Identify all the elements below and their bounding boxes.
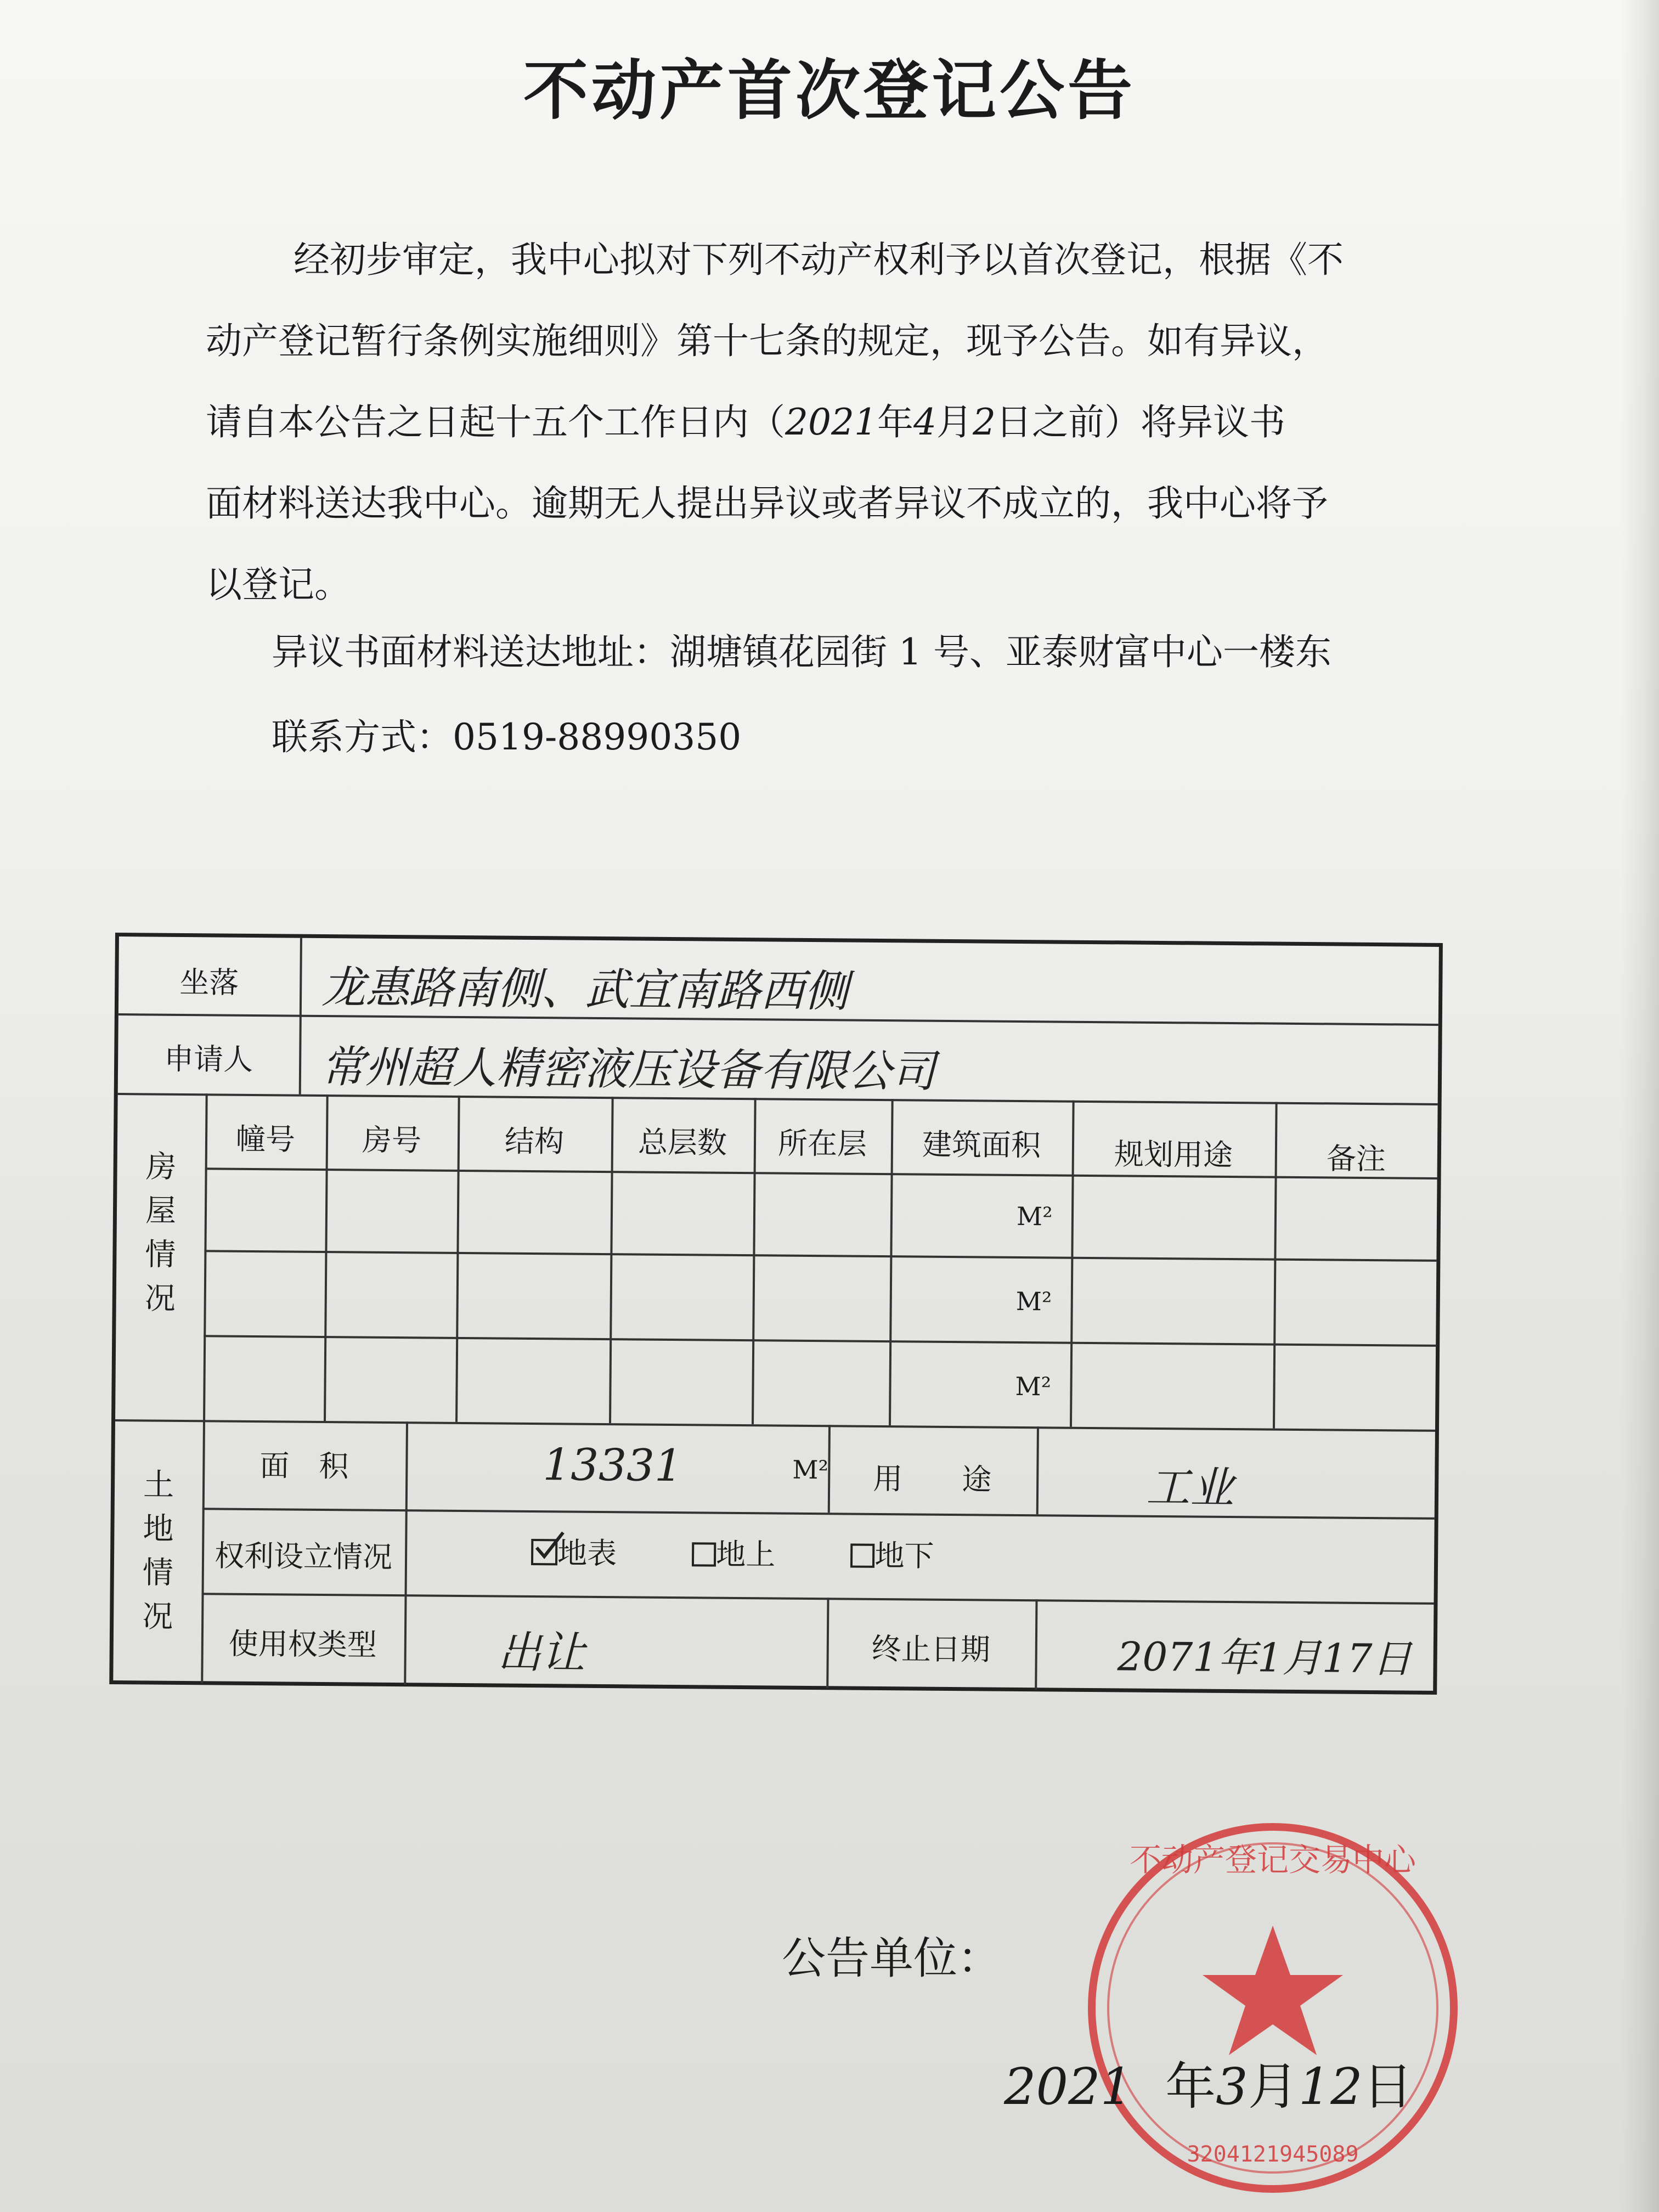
issuing-unit-label: 公告单位：	[782, 1933, 1001, 1984]
area-unit: M²	[1015, 1286, 1052, 1317]
paragraph-line: 以登记。	[206, 563, 351, 606]
end-date-value: 2071年1月17日	[1117, 1633, 1412, 1682]
use-type-label: 使用权类型	[228, 1626, 377, 1662]
land-area-unit: M²	[792, 1454, 829, 1485]
empty-box-icon	[850, 1544, 874, 1568]
checkbox-surface[interactable]: 地表	[531, 1536, 627, 1571]
checked-box-icon	[531, 1539, 557, 1565]
handwritten-month: 4	[913, 401, 936, 443]
paragraph-line: 请自本公告之日起十五个工作日内（2021年4月2日之前）将异议书	[206, 401, 1285, 443]
official-seal	[1075, 1810, 1470, 2205]
area-unit: M²	[1016, 1201, 1053, 1232]
checkbox-above-ground[interactable]: 地上	[692, 1537, 785, 1572]
svg-text:不动产登记交易中心: 不动产登记交易中心	[1129, 1841, 1417, 1878]
col-header-building-no: 幢号	[235, 1121, 296, 1157]
issue-date: 2021 年3月12日	[1004, 2057, 1413, 2116]
handwritten-year: 2021	[785, 401, 877, 443]
paragraph-line: 面材料送达我中心。逾期无人提出异议或者异议不成立的，我中心将予	[206, 482, 1328, 524]
page-title: 不动产首次登记公告	[523, 53, 1136, 128]
handwritten-day: 2	[972, 401, 996, 443]
col-header-remarks: 备注	[1326, 1141, 1386, 1177]
empty-box-icon	[692, 1542, 716, 1566]
notice-paragraph	[206, 219, 1413, 625]
paper-edge-shadow	[1621, 0, 1659, 2212]
applicant-value: 常州超人精密液压设备有限公司	[320, 1041, 936, 1097]
use-type-value: 出让	[497, 1627, 586, 1679]
location-value: 龙惠路南侧、武宜南路西侧	[321, 961, 849, 1017]
location-label: 坐落	[179, 964, 239, 1000]
land-use-label: 用 途	[872, 1461, 992, 1497]
end-date-label: 终止日期	[871, 1631, 991, 1667]
house-section-label: 房屋情况	[144, 1149, 177, 1317]
property-table	[109, 933, 1443, 1695]
checkbox-underground[interactable]: 地下	[850, 1538, 934, 1573]
area-unit: M²	[1015, 1371, 1052, 1402]
applicant-label: 申请人	[163, 1041, 253, 1077]
svg-text:3204121945089: 3204121945089	[1187, 2142, 1359, 2167]
col-header-planned-use: 规划用途	[1114, 1137, 1233, 1173]
objection-address: 异议书面材料送达地址：湖塘镇花园街 1 号、亚泰财富中心一楼东	[272, 631, 1331, 673]
col-header-structure: 结构	[504, 1124, 565, 1159]
col-header-room-no: 房号	[362, 1122, 422, 1158]
rights-label: 权利设立情况	[214, 1538, 393, 1575]
paragraph-line: 经初步审定，我中心拟对下列不动产权利予以首次登记，根据《不	[294, 239, 1344, 281]
land-use-value: 工业	[1146, 1462, 1234, 1514]
land-area-label: 面 积	[259, 1448, 349, 1484]
paragraph-line: 动产登记暂行条例实施细则》第十七条的规定，现予公告。如有异议，	[206, 320, 1328, 362]
col-header-total-floors: 总层数	[637, 1125, 727, 1160]
col-header-floor: 所在层	[777, 1126, 867, 1161]
contact-phone: 联系方式：0519-88990350	[272, 716, 742, 758]
rights-options	[531, 1530, 934, 1575]
land-section-label: 土地情况	[142, 1467, 174, 1635]
land-area-value: 13331	[543, 1439, 683, 1492]
col-header-floor-area: 建筑面积	[922, 1127, 1041, 1163]
